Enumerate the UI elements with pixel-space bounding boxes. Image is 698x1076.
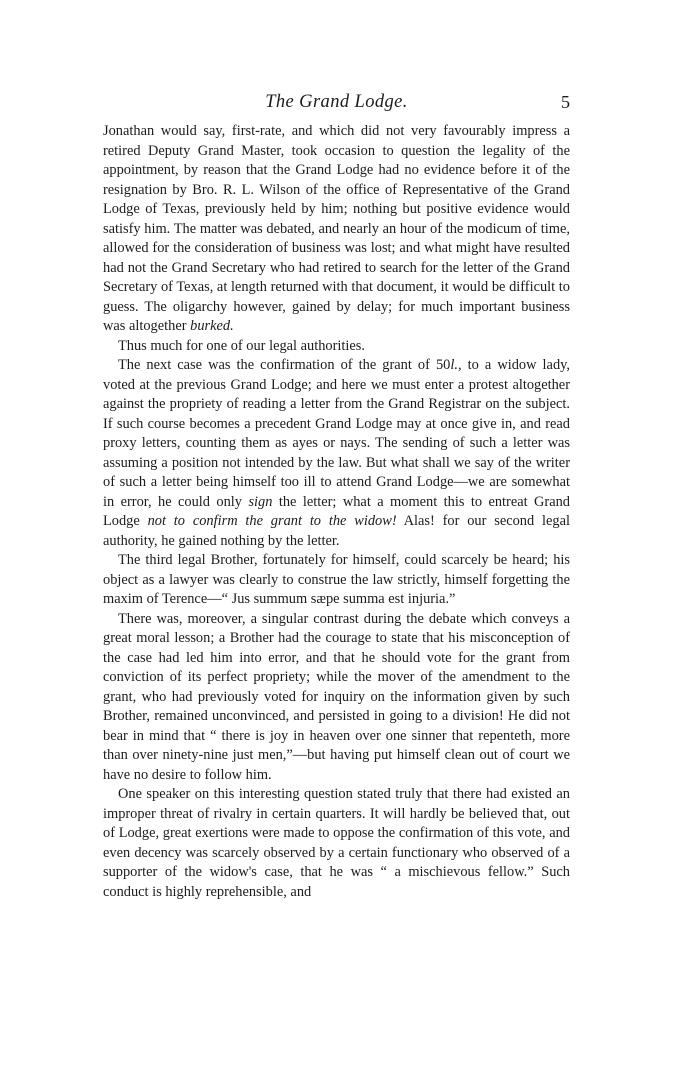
text-segment: The third legal Brother, fortunately for himself, could scarcely be heard; his object as a lawyer was clearly to construe the law strictly, himself forgetting the maxim of Terence—“ Jus summum sæpe summa est injuria.”: [103, 552, 570, 607]
paragraph-5: [103, 610, 570, 786]
paragraph-1: [103, 122, 570, 337]
italic-segment: not to confirm the grant to the widow!: [147, 513, 397, 529]
text-segment: Thus much for one of our legal authorities.: [118, 337, 365, 354]
running-head: [103, 92, 570, 118]
page-number: 5: [561, 92, 570, 112]
book-page: [103, 92, 570, 902]
text-segment: Jonathan would say, first-rate, and which did not very favourably impress a retired Deputy Grand Master, took occasion to question the legality of the appointment, by reason that the Grand Lodge had no evidence before it of the resignation by Bro. R. L. Wilson of the office of Representative of the Grand Lodge of Texas, previously held by him; nothing but positive evidence would satisfy him. The matter was debated, and nearly an hour of the modicum of time, allowed for the consideration of business was lost; and what might have resulted had not the Grand Secretary who had retired to search for the letter of the Grand Secretary of Texas, at length returned with that document, it would be difficult to guess. The oligarchy however, gained by delay; for much important business was altogether: [103, 123, 570, 334]
text-segment: The next case was the confirmation of the grant of 50: [118, 357, 451, 373]
text-segment: the letter; what a moment this to entreat Grand Lodge: [103, 493, 570, 529]
text-segment: Alas! for our second legal authority, he gained nothing by the letter.: [103, 513, 570, 549]
body-text: [103, 122, 570, 902]
paragraph-2: [103, 337, 570, 357]
paragraph-4: [103, 551, 570, 610]
text-segment: There was, moreover, a singular contrast during the debate which conveys a great moral lesson; a Brother had the courage to state that his misconception of the case had led him into error, and that he should vote for the grant from conviction of its perfect propriety; while the mover of the amendment to the grant, who had previously voted for inquiry on the information given by such Brother, remained unconvinced, and persisted in going to a division! He did not bear in mind that “ there is joy in heaven over one sinner that repenteth, more than over ninety-nine just men,”—but having put himself clean out of court we have no desire to follow him.: [103, 610, 570, 783]
paragraph-3: [103, 356, 570, 551]
text-segment: One speaker on this interesting question stated truly that there had existed an improper threat of rivalry in certain quarters. It will hardly be believed that, out of Lodge, great exertions were made to oppose the confirmation of this vote, and even decency was scarcely observed by a certain functionary who observed of a supporter of the widow's case, that he was “ a mischievous fellow.” Such conduct is highly reprehensible, and: [103, 786, 570, 900]
italic-segment: burked.: [190, 318, 234, 334]
text-segment: , to a widow lady, voted at the previous Grand Lodge; and here we must enter a protest altogether against the propriety of reading a letter from the Grand Registrar on the subject. If such course becomes a precedent Grand Lodge may at once give in, and read proxy letters, counting them as ayes or nays. The sending of such a letter was assuming a position not intended by the law. But what shall we say of the writer of such a letter being himself too ill to attend Grand Lodge—we are somewhat in error, he could only: [103, 357, 570, 510]
paragraph-6: [103, 785, 570, 902]
italic-segment: sign: [248, 493, 273, 510]
running-title: The Grand Lodge.: [265, 92, 408, 112]
italic-segment: l.: [450, 357, 458, 373]
